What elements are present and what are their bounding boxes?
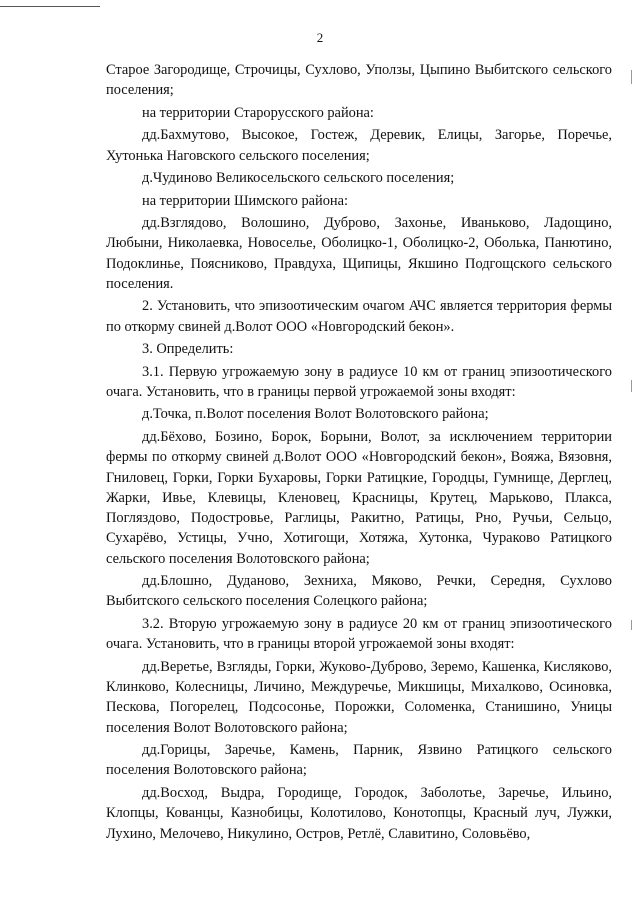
paragraph: дд.Бахмутово, Высокое, Гостеж, Деревик, Елицы, Загорье, Поречье, Хутонька Наговского сельского поселения; — [106, 127, 612, 164]
scan-artifact-line — [0, 6, 100, 7]
paragraph: 2. Установить, что эпизоотическим очагом АЧС является территория фермы по откорму свиней д.Волот ООО «Новгородский бекон». — [106, 298, 612, 335]
page-number: 2 — [316, 30, 324, 45]
paragraph: дд.Восход, Выдра, Городище, Городок, Заболотье, Заречье, Ильино, Клопцы, Кованцы, Казнобицы, Колотилово, Конотопцы, Красный луч, Лужки, Лухино, Мелочево, Никулино, Остров, Ретлё, Славитино, Соловьёво, — [106, 784, 612, 842]
paragraph: 3.1. Первую угрожаемую зону в радиусе 10 км от границ эпизоотического очага. Установить, что в границы первой угрожаемой зоны входят: — [106, 363, 612, 400]
paragraph: д.Точка, п.Волот поселения Волот Волотовского района; — [142, 406, 489, 423]
scan-artifact-mark — [631, 70, 632, 84]
paragraph: на территории Шимского района: — [142, 192, 349, 209]
paragraph: дд.Горицы, Заречье, Камень, Парник, Язвино Ратицкого сельского поселения Волотовского района; — [106, 742, 612, 779]
paragraph: Старое Загородище, Строчицы, Сухлово, Уползы, Цыпино Выбитского сельского поселения; — [106, 62, 612, 99]
paragraph: д.Чудиново Великосельского сельского поселения; — [142, 170, 455, 187]
scan-artifact-mark — [631, 620, 632, 630]
document-body — [106, 60, 612, 846]
paragraph: на территории Старорусского района: — [142, 104, 374, 121]
paragraph: дд.Веретье, Взгляды, Горки, Жуково-Дуброво, Зеремо, Кашенка, Кисляково, Клинково, Колесницы, Личино, Междуречье, Микшицы, Михалково, Осиновка, Пескова, Погорелец, Подсосонье, Порожки, Соломенка, Станишино, Уницы поселения Волот Волотовского района; — [106, 658, 612, 736]
paragraph: 3. Определить: — [142, 341, 234, 358]
scan-artifact-mark — [631, 380, 632, 392]
paragraph: дд.Взглядово, Волошино, Дуброво, Захонье, Иваньково, Ладощино, Любыни, Николаевка, Новоселье, Оболицко-1, Оболицко-2, Оболька, Панютино, Подоклинье, Поясниково, Правдуха, Щипицы, Якшино Подгощского сельского поселения. — [106, 215, 612, 292]
paragraph: дд.Бёхово, Бозино, Борок, Борыни, Волот, за исключением территории фермы по откорму свиней д.Волот ООО «Новгородский бекон», Вояжа, Вязовня, Гниловец, Горки, Горки Бухаровы, Горки Ратицкие, Городцы, Гумнище, Дерглец, Жарки, Ивье, Клевицы, Кленовец, Красницы, Крутец, Марьково, Плакса, Погляздово, Подостровье, Раглицы, Ракитно, Ратицы, Рно, Ручьи, Сельцо, Сухарёво, Устицы, Учно, Хотигощи, Хотяжа, Хутонка, Чураково Ратицкого сельского поселения Волотовского района; — [106, 428, 612, 567]
paragraph: 3.2. Вторую угрожаемую зону в радиусе 20 км от границ эпизоотического очага. Установить, что в границы второй угрожаемой зоны входят: — [106, 615, 612, 653]
paragraph: дд.Блошно, Дуданово, Зехниха, Мяково, Речки, Середня, Сухлово Выбитского сельского поселения Солецкого района; — [106, 573, 612, 610]
